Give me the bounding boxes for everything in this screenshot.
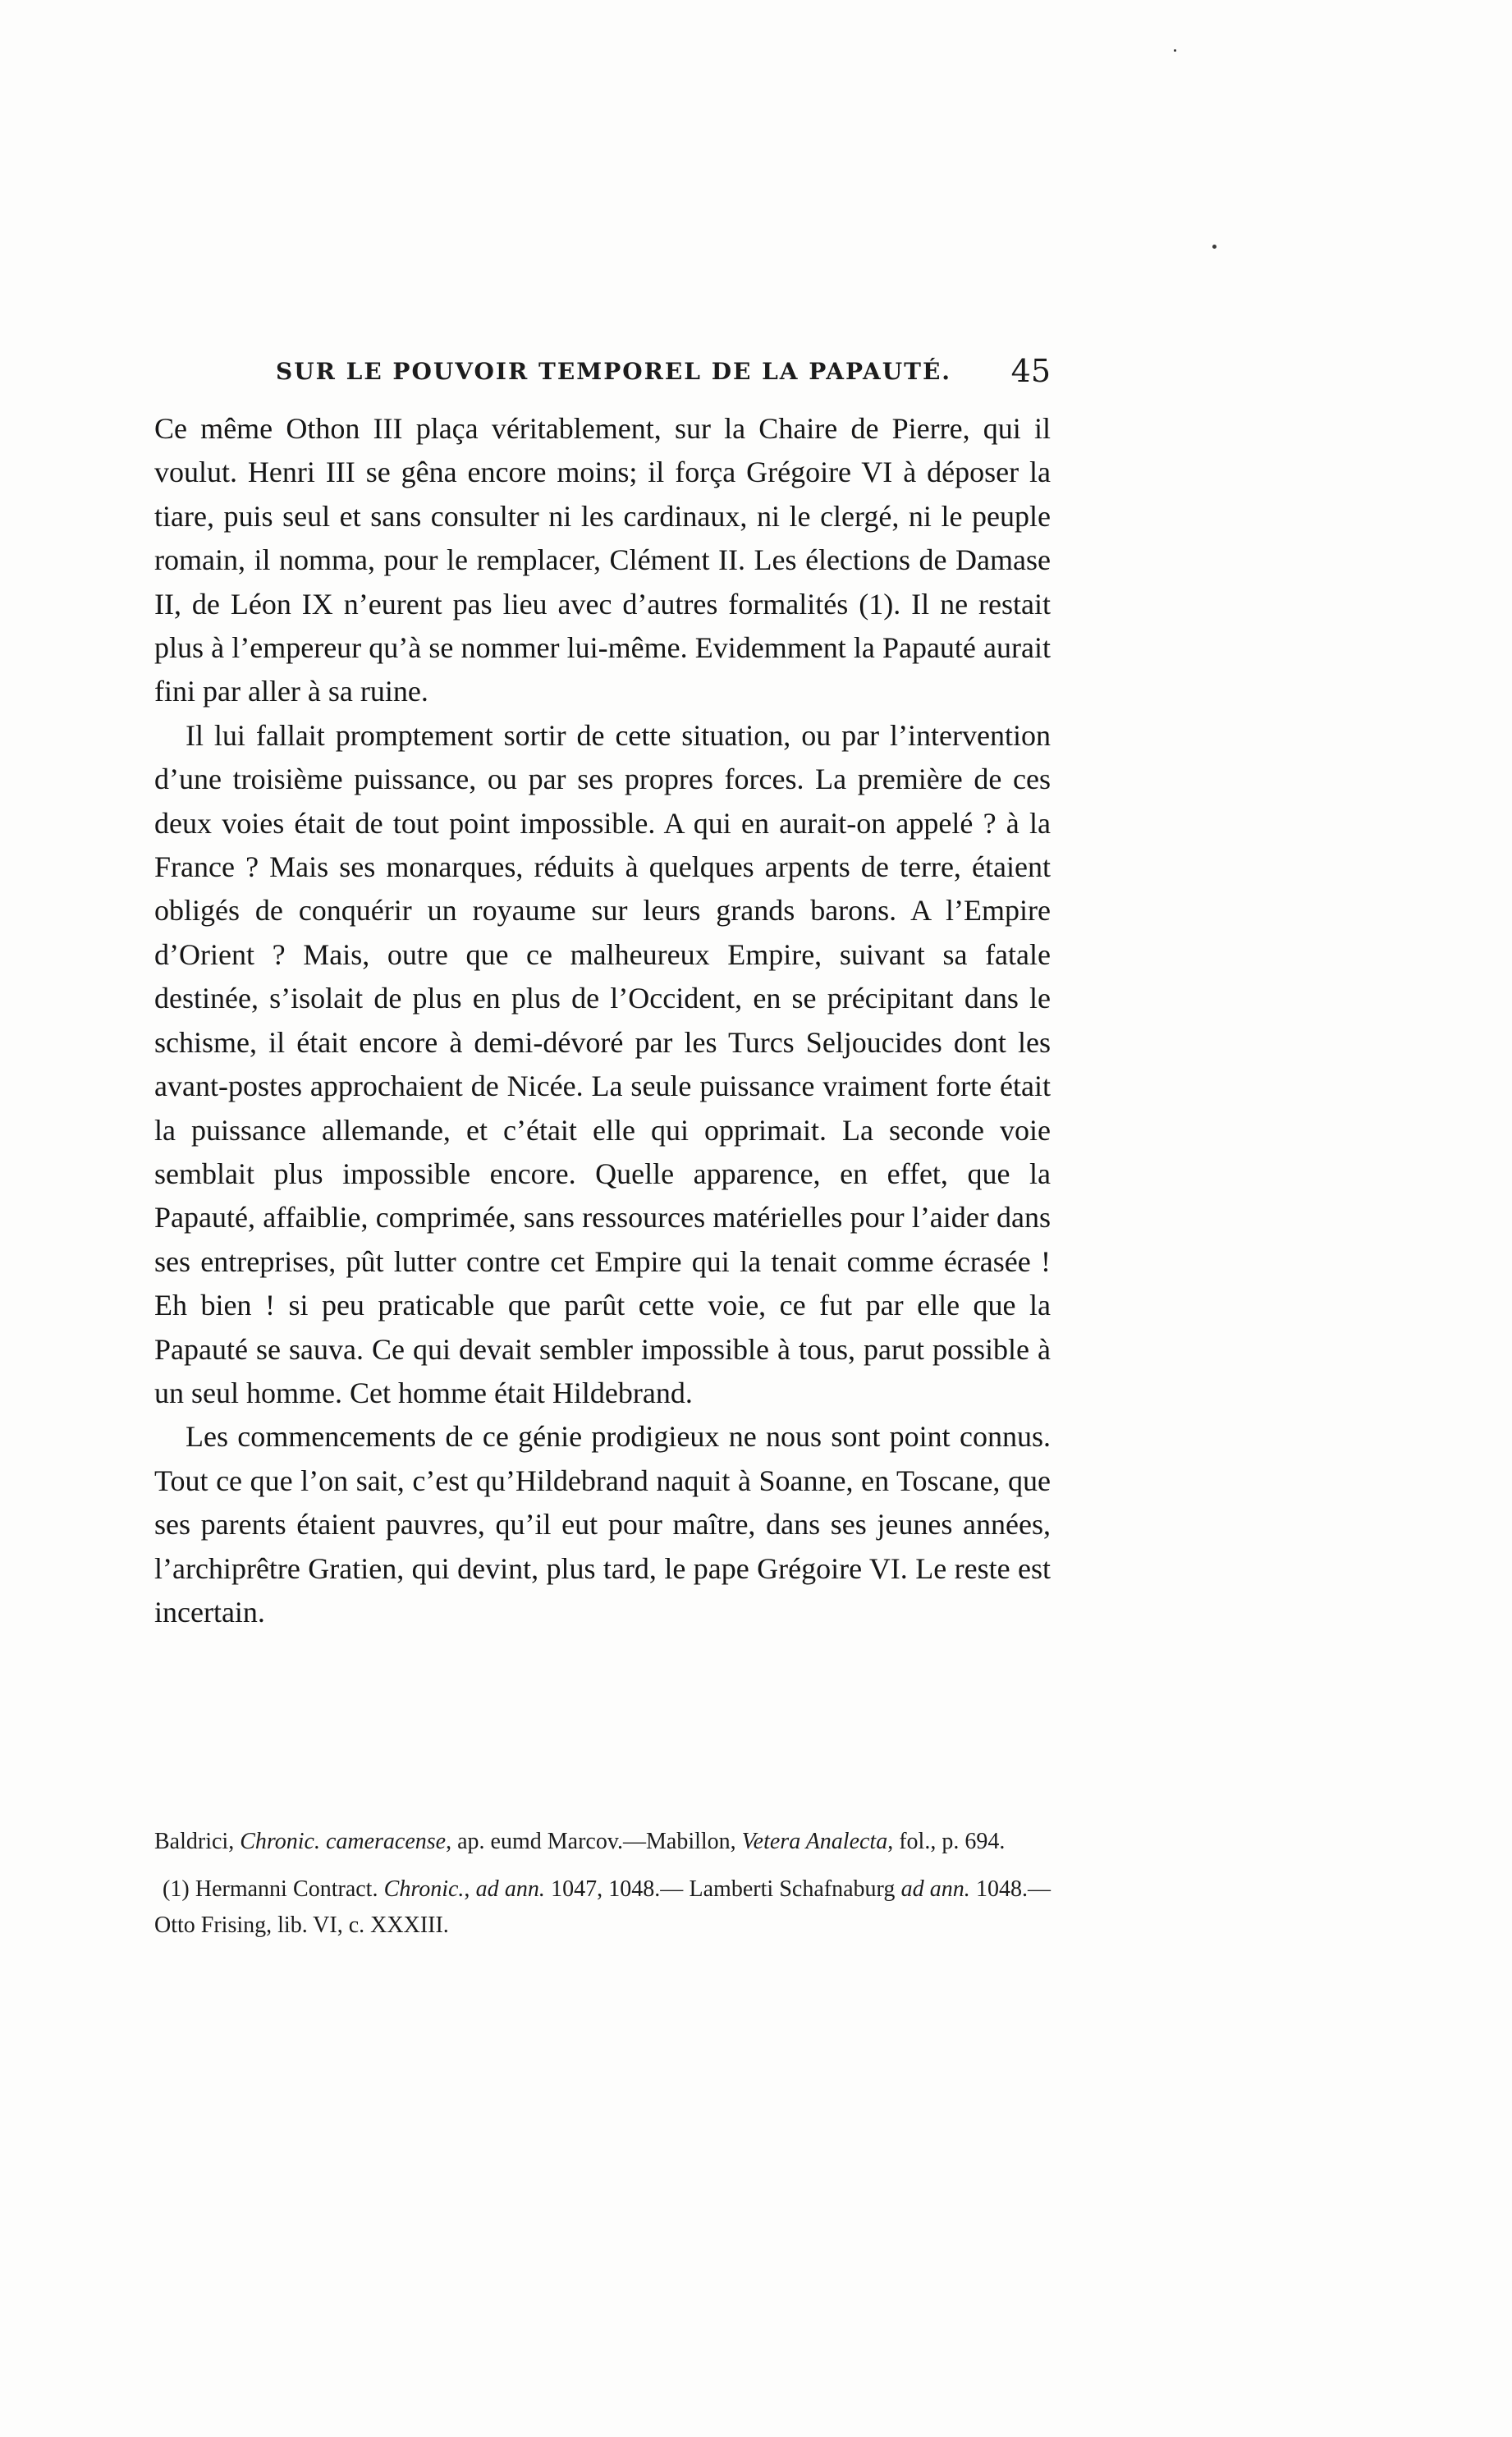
footnote-italic: Vetera Analecta [741,1829,888,1854]
footnote-text: Baldrici, [154,1829,241,1854]
footnote-text: , ap. eumd Marcov.—Mabillon, [446,1829,742,1854]
footnote-continued [154,1824,1051,1860]
footnote-text: 1048.— Otto Frising, lib. VI, c. XXXIII. [154,1876,1051,1938]
footnote-text: , [464,1876,476,1902]
footnote-italic: Chronic. cameracense [240,1829,447,1854]
ink-speck [1174,49,1176,52]
running-title: SUR LE POUVOIR TEMPOREL DE LA PAPAUTÉ. [276,358,952,385]
footnote-text: 1047, 1048.— Lamberti Schafnaburg [544,1876,901,1902]
body-text [154,407,1051,1634]
paragraph: Il lui fallait promptement sortir de cette situation, ou par l’intervention d’une troisième puissance, ou par ses propres forces. La première de ces deux voies était de tout point impossible. A qui en aurait-on appelé ? à la France ? Mais ses monarques, réduits à quelques arpents de terre, étaient obligés de conquérir un royaume sur leurs grands barons. A l’Empire d’Orient ? Mais, outre que ce malheureux Empire, suivant sa fatale destinée, s’isolait de plus en plus de l’Occident, en se précipitant dans le schisme, il était encore à demi-dévoré par les Turcs Seljoucides dont les avant-postes approchaient de Nicée. La seule puissance vraiment forte était la puissance allemande, et c’était elle qui opprimait. La seconde voie semblait plus impossible encore. Quelle apparence, en effet, que la Papauté, affaiblie, comprimée, sans ressources matérielles pour l’aider dans ses entreprises, pût lutter contre cet Empire qui la tenait comme écrasée ! Eh bien ! si peu praticable que parût cette voie, ce fut par elle que la Papauté se sauva. Ce qui devait sembler impossible à tous, parut possible à un seul homme. Cet homme était Hildebrand. [154,718,1051,1409]
footnotes [154,1824,1051,1955]
footnote-italic: Chronic. [383,1876,465,1902]
footnote-italic: ad ann. [900,1876,970,1902]
footnote-text: , fol., p. 694. [887,1829,1006,1854]
ink-speck [1212,245,1216,249]
page-number: 45 [1010,353,1051,389]
footnote-text: (1) Hermanni Contract. [163,1876,384,1902]
footnote-italic: ad ann. [475,1876,545,1902]
footnote-1 [154,1871,1051,1944]
paragraph: Les commencements de ce génie prodigieux ne nous sont point connus. Tout ce que l’on sait, c’est qu’Hildebrand naquit à Soanne, en Toscane, que ses parents étaient pauvres, qu’il eut pour maître, dans ses jeunes années, l’archiprêtre Gratien, qui devint, plus tard, le pape Grégoire VI. Le reste est incertain. [154,1420,1051,1628]
running-head [276,353,1051,394]
paragraph: Ce même Othon III plaça véritablement, sur la Chaire de Pierre, qui il voulut. Henri III se gêna encore moins; il força Grégoire VI à déposer la tiare, puis seul et sans consulter ni les cardinaux, ni le clergé, ni le peuple romain, il nomma, pour le remplacer, Clément II. Les élections de Damase II, de Léon IX n’eurent pas lieu avec d’autres formalités (1). Il ne restait plus à l’empereur qu’à se nommer lui-même. Evidemment la Papauté aurait fini par aller à sa ruine. [154,412,1051,708]
